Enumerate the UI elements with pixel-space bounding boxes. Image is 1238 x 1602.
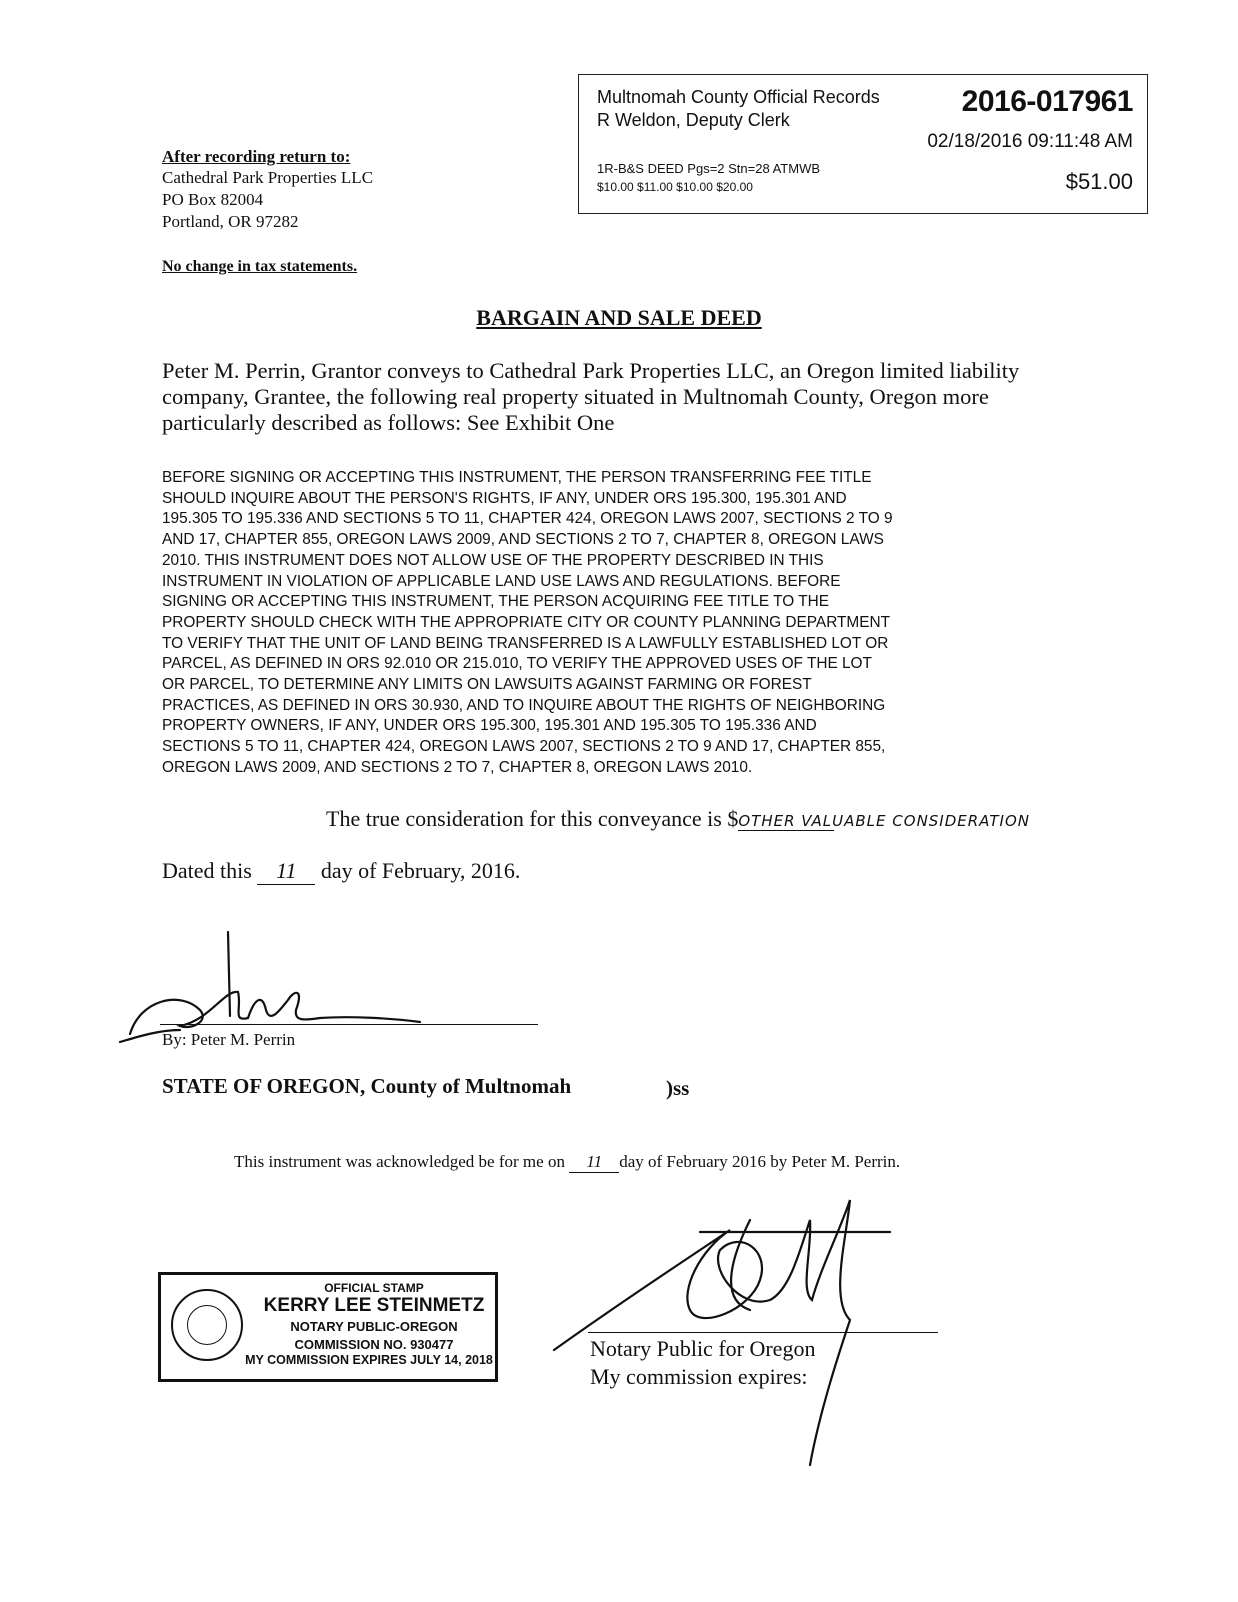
consideration-prefix: The true consideration for this conveyance is $ bbox=[326, 806, 739, 831]
ack-suffix: day of February 2016 by Peter M. Perrin. bbox=[619, 1152, 901, 1171]
notice-line: PROPERTY SHOULD CHECK WITH THE APPROPRIATE CITY OR COUNTY PLANNING DEPARTMENT bbox=[162, 613, 891, 631]
grantor-signature-line bbox=[160, 1024, 538, 1025]
stamp-commission-expiry: MY COMMISSION EXPIRES JULY 14, 2018 bbox=[245, 1353, 493, 1367]
notice-line: SECTIONS 5 TO 11, CHAPTER 424, OREGON LAWS 2007, SECTIONS 2 TO 9 AND 17, CHAPTER 855, bbox=[162, 738, 886, 756]
stamp-header: OFFICIAL STAMP bbox=[324, 1281, 424, 1295]
consideration-line bbox=[326, 806, 1030, 832]
stamp-commission-number: COMMISSION NO. 930477 bbox=[294, 1337, 454, 1352]
notice-line: 2010. THIS INSTRUMENT DOES NOT ALLOW USE OF THE PROPERTY DESCRIBED IN THIS bbox=[162, 551, 824, 569]
notice-line: TO VERIFY THAT THE UNIT OF LAND BEING TRANSFERRED IS A LAWFULLY ESTABLISHED LOT OR bbox=[162, 634, 889, 652]
notice-line: INSTRUMENT IN VIOLATION OF APPLICABLE LAND USE LAWS AND REGULATIONS. BEFORE bbox=[162, 572, 841, 590]
notice-line: BEFORE SIGNING OR ACCEPTING THIS INSTRUMENT, THE PERSON TRANSFERRING FEE TITLE bbox=[162, 469, 872, 486]
notice-line: SIGNING OR ACCEPTING THIS INSTRUMENT, THE PERSON ACQUIRING FEE TITLE TO THE bbox=[162, 593, 830, 611]
recording-total-fee: $51.00 bbox=[1065, 169, 1133, 194]
notice-line: OREGON LAWS 2009, AND SECTIONS 2 TO 7, CHAPTER 8, OREGON LAWS 2010. bbox=[162, 758, 753, 776]
dated-line bbox=[162, 858, 520, 885]
document-number: 2016-017961 bbox=[961, 85, 1133, 118]
state-seal-icon bbox=[171, 1289, 243, 1361]
notary-signature bbox=[550, 1190, 890, 1470]
notary-public-label: Notary Public for Oregon bbox=[590, 1336, 816, 1361]
notary-commission-label: My commission expires: bbox=[590, 1364, 808, 1389]
notice-line: SHOULD INQUIRE ABOUT THE PERSON'S RIGHTS, IF ANY, UNDER ORS 195.300, 195.301 AND bbox=[162, 489, 847, 507]
recording-office: Multnomah County Official Records bbox=[597, 87, 880, 107]
notice-line: PARCEL, AS DEFINED IN ORS 92.010 OR 215.010, TO VERIFY THE APPROVED USES OF THE LOT bbox=[162, 655, 872, 673]
return-to-line: Portland, OR 97282 bbox=[162, 212, 299, 231]
ack-prefix: This instrument was acknowledged be for me on bbox=[234, 1152, 565, 1171]
acknowledgment-line bbox=[234, 1152, 900, 1173]
notary-signature-line bbox=[588, 1332, 938, 1333]
document-title: BARGAIN AND SALE DEED bbox=[476, 305, 762, 330]
notice-line: OR PARCEL, TO DETERMINE ANY LIMITS ON LAWSUITS AGAINST FARMING OR FOREST bbox=[162, 676, 812, 694]
notice-line: PRACTICES, AS DEFINED IN ORS 30.930, AND TO INQUIRE ABOUT THE RIGHTS OF NEIGHBORING bbox=[162, 696, 886, 714]
recording-doc-type: 1R-B&S DEED Pgs=2 Stn=28 ATMWB bbox=[597, 161, 821, 176]
dated-suffix: day of February, 2016. bbox=[320, 858, 521, 883]
return-to-line: PO Box 82004 bbox=[162, 190, 264, 209]
conveyance-paragraph: Peter M. Perrin, Grantor conveys to Cathedral Park Properties LLC, an Oregon limited liability company, Grantee, the following real property situated in Multnomah County, Oregon more particularly described as follows: See Exhibit One bbox=[162, 358, 1020, 435]
statutory-notice bbox=[162, 468, 1062, 779]
venue-ss: )ss bbox=[666, 1076, 690, 1100]
stamp-notary-title: NOTARY PUBLIC-OREGON bbox=[290, 1319, 458, 1334]
ack-day: 11 bbox=[569, 1152, 619, 1173]
recording-clerk: R Weldon, Deputy Clerk bbox=[597, 110, 790, 130]
dated-day: 11 bbox=[257, 858, 315, 885]
notice-line: AND 17, CHAPTER 855, OREGON LAWS 2009, AND SECTIONS 2 TO 7, CHAPTER 8, OREGON LAWS bbox=[162, 531, 884, 549]
seal-inner-ring bbox=[187, 1305, 227, 1345]
tax-statement-note: No change in tax statements. bbox=[162, 258, 358, 275]
recording-fee-breakdown: $10.00 $11.00 $10.00 $20.00 bbox=[597, 180, 753, 194]
stamp-notary-name: KERRY LEE STEINMETZ bbox=[263, 1295, 485, 1316]
recording-info-box bbox=[578, 74, 1148, 214]
return-to-line: Cathedral Park Properties LLC bbox=[162, 168, 374, 187]
recording-datetime: 02/18/2016 09:11:48 AM bbox=[927, 131, 1133, 152]
notice-line: PROPERTY OWNERS, IF ANY, UNDER ORS 195.300, 195.301 AND 195.305 TO 195.336 AND bbox=[162, 717, 817, 735]
venue-state-county: STATE OF OREGON, County of Multnomah bbox=[162, 1074, 572, 1098]
dated-prefix: Dated this bbox=[162, 858, 252, 883]
consideration-handwritten: OTHER VALUABLE CONSIDERATION bbox=[738, 812, 1030, 830]
return-to-heading: After recording return to: bbox=[162, 147, 351, 166]
notary-official-stamp bbox=[158, 1272, 498, 1382]
signer-name: By: Peter M. Perrin bbox=[162, 1030, 296, 1049]
notice-line: 195.305 TO 195.336 AND SECTIONS 5 TO 11, CHAPTER 424, OREGON LAWS 2007, SECTIONS 2 TO 9 bbox=[162, 510, 893, 528]
